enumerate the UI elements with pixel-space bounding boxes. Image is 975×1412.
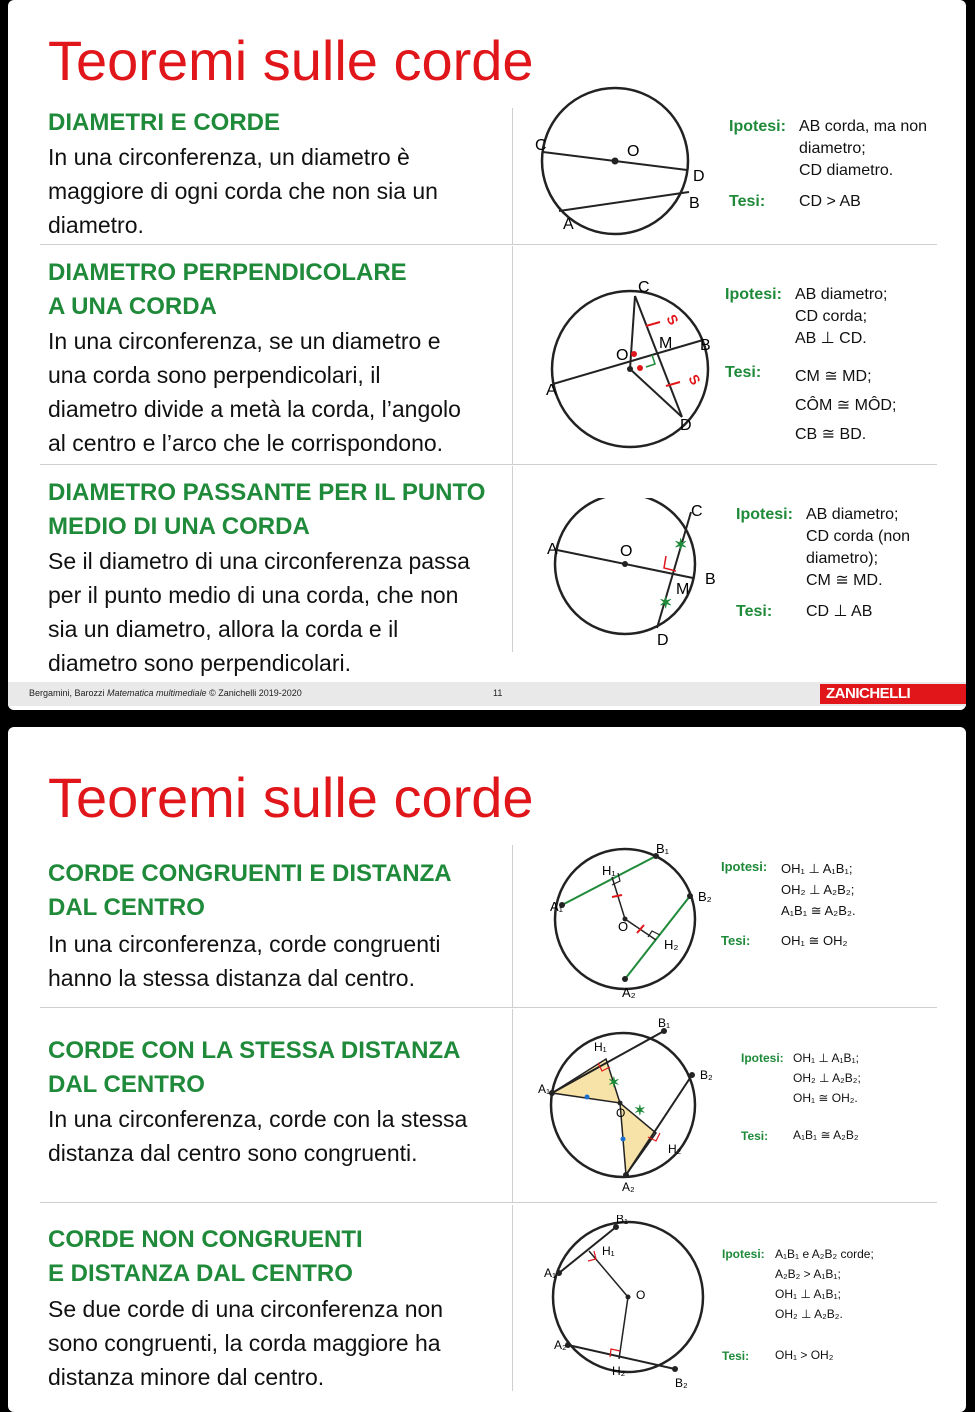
point-B1: B₁ xyxy=(658,1017,671,1030)
svg-text:S: S xyxy=(663,311,682,328)
point-H1: H₁ xyxy=(602,1244,615,1258)
publisher-logo: ZANICHELLI xyxy=(820,684,966,704)
point-B2: B₂ xyxy=(700,1068,713,1082)
point-O: O xyxy=(627,143,640,160)
section-body: Se il diametro di una circonferenza passa per il punto medio di una corda, che non sia un diametro, allora la corda e il diametro sono perpendicolari. xyxy=(48,548,470,676)
point-C: C xyxy=(691,503,703,520)
point-A2: A₂ xyxy=(554,1338,567,1352)
section-title: DIAMETRI E CORDE xyxy=(48,109,281,136)
point-A2: A₂ xyxy=(622,1180,635,1194)
section-body: Se due corde di una circonferenza non sono congruenti, la corda maggiore ha distanza minore dal centro. xyxy=(48,1296,444,1390)
section-title: CORDE CONGRUENTI E DISTANZA DAL CENTRO xyxy=(48,860,452,921)
point-M: M xyxy=(676,581,690,598)
section-body: In una circonferenza, corde congruenti hanno la stessa distanza dal centro. xyxy=(48,931,441,991)
svg-text:✶: ✶ xyxy=(659,595,673,612)
page-number: 11 xyxy=(493,688,503,698)
section-body: In una circonferenza, corde con la stessa distanza dal centro sono congruenti. xyxy=(48,1106,468,1166)
divider xyxy=(512,1009,513,1202)
point-A2: A₂ xyxy=(622,985,636,1000)
slide-title: Teoremi sulle corde xyxy=(48,29,534,92)
divider xyxy=(512,845,513,1007)
point-H2: H₂ xyxy=(664,937,679,952)
point-A1: A₁ xyxy=(550,899,564,914)
point-A: A xyxy=(546,382,557,399)
point-A: A xyxy=(563,216,574,233)
point-H2: H₂ xyxy=(668,1142,682,1156)
footer-credit: Bergamini, Barozzi Matematica multimediale © Zanichelli 2019-2020 xyxy=(29,688,302,698)
figure-congruent-chords xyxy=(532,837,722,1007)
section-body: In una circonferenza, un diametro è maggiore di ogni corda che non sia un diametro. xyxy=(48,144,438,238)
figure-diameter-chord xyxy=(523,84,723,244)
point-O: O xyxy=(616,1106,626,1120)
point-B1: B₁ xyxy=(656,841,670,856)
point-B: B xyxy=(705,571,716,588)
point-O: O xyxy=(636,1288,646,1302)
section-title: CORDE NON CONGRUENTI E DISTANZA DAL CENTRO xyxy=(48,1226,363,1287)
section-title: CORDE CON LA STESSA DISTANZA DAL CENTRO xyxy=(48,1037,461,1098)
svg-text:✶: ✶ xyxy=(608,1074,620,1090)
svg-text:S: S xyxy=(685,371,704,388)
point-A: A xyxy=(547,541,558,558)
point-M: M xyxy=(659,335,673,352)
slide-1: Teoremi sulle corde DIAMETRI E CORDE In una circonferenza, un diametro è maggiore di ogni corda che non sia un diametro. C O D B A Ipotesi: AB corda, ma non diametro; CD diametro. Tesi: CD > AB DIAMETRO PERPENDICOLARE A UNA CORDA In una circonferenza, se un diametro e una corda sono perpendicolari, il diametro divide a metà la corda, l’angolo al centro e l’arco che le corrispondono. S S C M B O A D Ipotesi: AB diametro; CD corda; AB ⊥ CD. Tesi: CM ≅ MD; CÔM ≅ MÔD; CB ≅ BD. DIAMETRO PASSANTE PER IL PUNTO MEDIO DI UNA CORDA Se il diametro di una circonferenza passa per il punto medio di una corda, che non sia un diametro, allora la corda e il diametro sono perpendicolari. ✶ ✶ C A O M B D Ipotesi: AB diametro; CD corda (non diametro); CM ≅ MD. Tesi: CD ⊥ AB Bergamini, Barozzi Matematica multimediale © Zanichelli 2019-2020 11 ZANICHELLI xyxy=(8,0,966,710)
point-O: O xyxy=(618,919,629,934)
slide-2: Teoremi sulle corde CORDE CONGRUENTI E DISTANZA DAL CENTRO In una circonferenza, corde congruenti hanno la stessa distanza dal centro. B₁ H₁ B₂ A₁ O H₂ A₂ Ipotesi: OH₁ ⊥ A₁B₁; OH₂ ⊥ A₂B₂; A₁B₁ ≅ A₂B₂. Tesi: OH₁ ≅ OH₂ CORDE CON LA STESSA DISTANZA DAL CENTRO In una circonferenza, corde con la stessa distanza dal centro sono congruenti. ✶ ✶ B₁ H₁ B₂ A₁ O H₂ A₂ Ipotesi: OH₁ ⊥ A₁B₁; OH₂ ⊥ A₂B₂; OH₁ ≅ OH₂. Tesi: A₁B₁ ≅ A₂B₂ CORDE NON CONGRUENTI E DISTANZA DAL CENTRO Se due corde di una circonferenza non sono congruenti, la corda maggiore ha distanza minore dal centro. B₁ H₁ A₁ O A₂ H₂ B₂ Ipotesi: A₁B₁ e A₂B₂ corde; A₂B₂ > A₁B₁; OH₁ ⊥ A₁B₁; OH₂ ⊥ A₂B₂. Tesi: OH₁ > OH₂ xyxy=(8,727,966,1412)
divider xyxy=(512,1205,513,1391)
point-A1: A₁ xyxy=(544,1266,557,1280)
point-B1: B₁ xyxy=(616,1215,629,1226)
point-B2: B₂ xyxy=(675,1376,688,1390)
divider xyxy=(512,246,513,464)
point-C: C xyxy=(535,137,547,154)
point-D: D xyxy=(693,168,705,185)
figure-noncongruent-chords xyxy=(532,1215,722,1390)
divider xyxy=(40,464,937,465)
figure-diameter-midpoint xyxy=(533,498,733,658)
divider xyxy=(512,108,513,244)
point-A1: A₁ xyxy=(538,1082,551,1096)
point-C: C xyxy=(638,279,650,296)
point-D: D xyxy=(657,632,669,649)
svg-text:✶: ✶ xyxy=(674,537,688,554)
section-title: DIAMETRO PASSANTE PER IL PUNTO MEDIO DI UNA CORDA xyxy=(48,479,486,540)
point-B: B xyxy=(700,337,711,354)
slide-title: Teoremi sulle corde xyxy=(48,766,534,829)
svg-text:✶: ✶ xyxy=(634,1102,646,1118)
point-H1: H₁ xyxy=(602,863,616,878)
figure-equal-distance xyxy=(532,1017,722,1202)
figure-perpendicular-diameter xyxy=(538,278,728,458)
point-B2: B₂ xyxy=(698,889,712,904)
section-title: DIAMETRO PERPENDICOLARE A UNA CORDA xyxy=(48,259,407,320)
divider xyxy=(512,466,513,652)
point-D: D xyxy=(680,417,692,434)
divider xyxy=(40,244,937,245)
point-H2: H₂ xyxy=(612,1364,626,1378)
footer xyxy=(8,682,966,706)
point-B: B xyxy=(689,195,700,212)
point-H1: H₁ xyxy=(594,1040,607,1054)
divider xyxy=(40,1202,937,1203)
point-O: O xyxy=(616,347,629,364)
point-O: O xyxy=(620,543,633,560)
section-body: In una circonferenza, se un diametro e una corda sono perpendicolari, il diametro divide a metà la corda, l’angolo al centro e l’arco che le corrispondono. xyxy=(48,328,461,456)
divider xyxy=(40,1007,937,1008)
